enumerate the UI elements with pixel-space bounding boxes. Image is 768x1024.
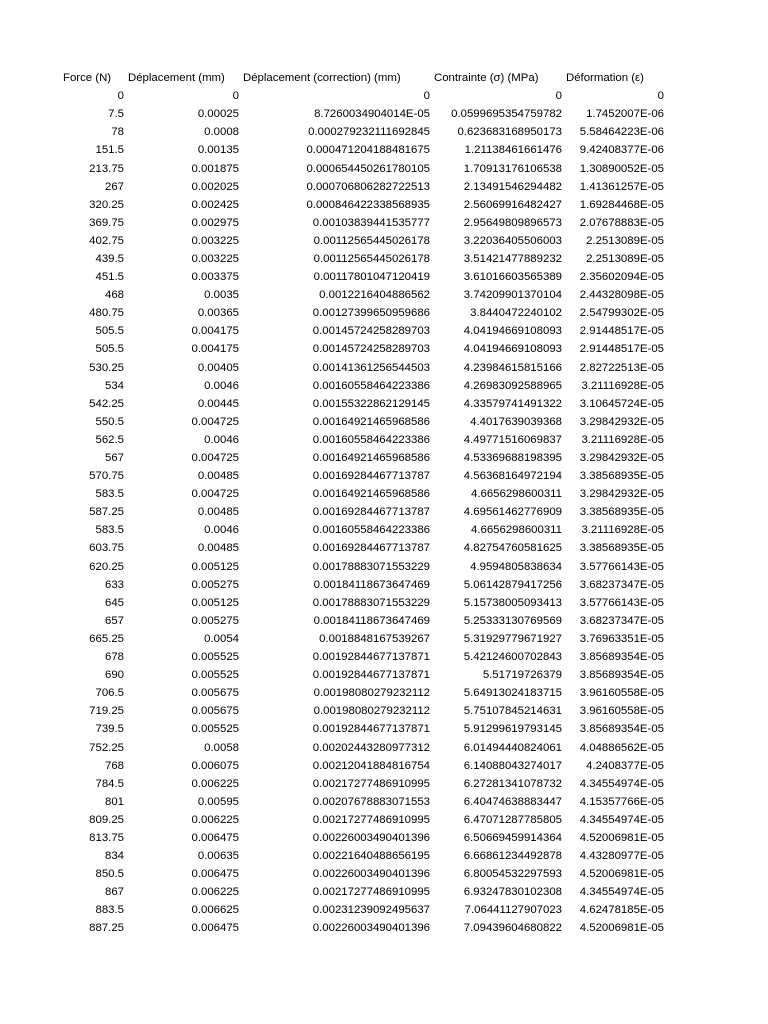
table-row [0, 738, 666, 756]
cell-force[interactable]: 583.5 [95, 524, 124, 537]
cell-stress[interactable]: 4.6656298600311 [470, 488, 562, 501]
cell-stress[interactable]: 6.47071287785805 [463, 813, 562, 826]
header-stress[interactable]: Contrainte (σ) (MPa) [434, 72, 539, 85]
table-row [0, 286, 666, 304]
table-row [0, 757, 666, 775]
cell-displacement-corrected[interactable]: 0.00145724258289703 [312, 325, 430, 338]
cell-displacement[interactable]: 0.004175 [191, 343, 239, 356]
table-row [0, 395, 666, 413]
cell-strain[interactable]: 1.41361257E-05 [579, 180, 664, 193]
cell-strain[interactable]: 2.91448517E-05 [579, 325, 664, 338]
cell-stress[interactable]: 4.49771516069837 [463, 433, 562, 446]
cell-displacement[interactable]: 0.004175 [191, 325, 239, 338]
cell-stress[interactable]: 5.51719726379 [482, 669, 562, 682]
cell-strain[interactable]: 3.68237347E-05 [579, 578, 664, 591]
cell-stress[interactable]: 6.27281341078732 [463, 777, 562, 790]
cell-force[interactable]: 530.25 [89, 361, 124, 374]
cell-displacement-corrected[interactable]: 0.00103839441535777 [312, 216, 430, 229]
cell-strain[interactable]: 1.7452007E-06 [586, 108, 664, 121]
cell-strain[interactable]: 3.85689354E-05 [579, 669, 664, 682]
cell-strain[interactable]: 3.38568935E-05 [579, 542, 664, 555]
cell-force[interactable]: 550.5 [95, 415, 124, 428]
table-row [0, 684, 666, 702]
cell-strain[interactable]: 2.2513089E-05 [586, 252, 664, 265]
cell-strain[interactable]: 9.42408377E-06 [579, 144, 664, 157]
cell-displacement-corrected[interactable]: 0.0018848167539267 [319, 632, 430, 645]
cell-displacement[interactable]: 0.003225 [191, 252, 239, 265]
cell-displacement[interactable]: 0.004725 [191, 452, 239, 465]
table-row [0, 105, 666, 123]
cell-force[interactable]: 505.5 [95, 343, 124, 356]
cell-strain[interactable]: 3.21116928E-05 [581, 379, 664, 392]
cell-displacement[interactable]: 0.006075 [191, 759, 239, 772]
cell-strain[interactable]: 2.44328098E-05 [579, 289, 664, 302]
cell-force[interactable]: 752.25 [89, 741, 124, 754]
cell-stress[interactable]: 4.26983092588965 [463, 379, 562, 392]
cell-displacement-corrected[interactable]: 0.00169284467713787 [312, 470, 430, 483]
cell-force[interactable]: 784.5 [95, 777, 124, 790]
cell-displacement[interactable]: 0.005275 [191, 578, 239, 591]
cell-stress[interactable]: 4.56368164972194 [463, 470, 562, 483]
table-row [0, 141, 666, 159]
cell-displacement[interactable]: 0.002025 [191, 180, 239, 193]
cell-displacement[interactable]: 0.005275 [191, 614, 239, 627]
cell-displacement[interactable]: 0.0058 [204, 741, 239, 754]
table-row [0, 648, 666, 666]
cell-strain[interactable]: 2.54799302E-05 [579, 307, 664, 320]
cell-force[interactable]: 768 [104, 759, 124, 772]
header-strain[interactable]: Déformation (ε) [566, 72, 644, 85]
cell-stress[interactable]: 6.01494440824061 [463, 741, 562, 754]
cell-strain[interactable]: 3.68237347E-05 [579, 614, 664, 627]
cell-stress[interactable]: 3.61016603565389 [463, 271, 562, 284]
cell-displacement[interactable]: 0.005675 [191, 705, 239, 718]
cell-stress[interactable]: 4.69561462776909 [463, 506, 562, 519]
cell-strain[interactable]: 1.69284468E-05 [579, 198, 664, 211]
cell-stress[interactable]: 5.31929779671927 [463, 632, 562, 645]
table-row [0, 865, 666, 883]
cell-force[interactable]: 813.75 [89, 831, 124, 844]
cell-force[interactable]: 151.5 [95, 144, 124, 157]
cell-displacement[interactable]: 0.005675 [191, 687, 239, 700]
cell-displacement[interactable]: 0.0046 [204, 379, 239, 392]
cell-displacement-corrected[interactable]: 0.00202443280977312 [312, 741, 430, 754]
cell-force[interactable]: 801 [104, 795, 124, 808]
table-row [0, 793, 666, 811]
cell-displacement[interactable]: 0.00025 [197, 108, 239, 121]
cell-strain[interactable]: 3.96160558E-05 [579, 705, 664, 718]
cell-force[interactable]: 678 [104, 651, 124, 664]
cell-displacement[interactable]: 0.006475 [191, 922, 239, 935]
cell-stress[interactable]: 2.95649809896573 [463, 216, 562, 229]
table-row [0, 377, 666, 395]
table-row [0, 919, 666, 937]
table-row [0, 702, 666, 720]
cell-displacement-corrected[interactable]: 0.00112565445026178 [313, 252, 430, 265]
cell-force[interactable]: 505.5 [95, 325, 124, 338]
cell-stress[interactable]: 4.6656298600311 [470, 524, 562, 537]
table-row [0, 883, 666, 901]
cell-force[interactable]: 7.5 [108, 108, 124, 121]
cell-displacement-corrected[interactable]: 0.00198080279232112 [313, 705, 430, 718]
cell-force[interactable]: 534 [104, 379, 124, 392]
cell-force[interactable]: 690 [104, 669, 124, 682]
cell-force[interactable]: 645 [104, 596, 124, 609]
table-row [0, 304, 666, 322]
cell-strain[interactable]: 3.96160558E-05 [579, 687, 664, 700]
cell-displacement-corrected[interactable]: 0.00226003490401396 [312, 868, 430, 881]
cell-displacement-corrected[interactable]: 0.00217277486910995 [312, 813, 430, 826]
cell-stress[interactable]: 4.4017639039368 [470, 415, 562, 428]
cell-displacement-corrected[interactable]: 0.00226003490401396 [312, 922, 430, 935]
cell-force[interactable]: 369.75 [89, 216, 124, 229]
cell-strain[interactable]: 3.29842932E-05 [579, 488, 664, 501]
cell-force[interactable]: 587.25 [89, 506, 124, 519]
cell-displacement-corrected[interactable]: 0.00164921465968586 [312, 488, 430, 501]
cell-stress[interactable]: 6.80054532297593 [463, 868, 562, 881]
cell-strain[interactable]: 3.85689354E-05 [579, 723, 664, 736]
cell-force[interactable]: 468 [104, 289, 124, 302]
cell-strain[interactable]: 4.15357766E-05 [579, 795, 664, 808]
cell-strain[interactable]: 5.58464223E-06 [579, 126, 664, 139]
cell-strain[interactable]: 4.2408377E-05 [586, 759, 664, 772]
table-row [0, 431, 666, 449]
cell-displacement-corrected[interactable]: 0.00164921465968586 [312, 452, 430, 465]
cell-displacement-corrected[interactable]: 0.00160558464223386 [312, 379, 430, 392]
table-row [0, 214, 666, 232]
cell-displacement[interactable]: 0.006625 [191, 904, 239, 917]
cell-strain[interactable]: 1.30890052E-05 [579, 162, 664, 175]
table-row [0, 612, 666, 630]
cell-stress[interactable]: 5.15738005093413 [463, 596, 562, 609]
cell-displacement[interactable]: 0.0046 [204, 433, 239, 446]
cell-displacement[interactable]: 0.004725 [191, 415, 239, 428]
cell-strain[interactable]: 3.38568935E-05 [579, 506, 664, 519]
table-row [0, 539, 666, 557]
cell-displacement-corrected[interactable]: 0.000471204188481675 [306, 144, 430, 157]
cell-strain[interactable]: 4.34554974E-05 [579, 777, 664, 790]
cell-stress[interactable]: 7.09439604680822 [463, 922, 562, 935]
cell-force[interactable]: 620.25 [89, 560, 124, 573]
table-row [0, 666, 666, 684]
cell-force[interactable]: 542.25 [89, 397, 124, 410]
cell-strain[interactable]: 4.34554974E-05 [579, 813, 664, 826]
cell-displacement-corrected[interactable]: 0.000654450261780105 [306, 162, 430, 175]
table-row [0, 829, 666, 847]
table-row [0, 901, 666, 919]
cell-displacement-corrected[interactable]: 0.00178883071553229 [312, 560, 430, 573]
cell-force[interactable]: 719.25 [89, 705, 124, 718]
table-body [0, 87, 666, 937]
cell-displacement[interactable]: 0.00405 [197, 361, 239, 374]
cell-displacement-corrected[interactable]: 0.00164921465968586 [312, 415, 430, 428]
table-row [0, 576, 666, 594]
cell-force[interactable]: 867 [104, 886, 124, 899]
cell-force[interactable]: 570.75 [89, 470, 124, 483]
header-row [0, 69, 666, 87]
cell-displacement-corrected[interactable]: 0 [423, 90, 430, 103]
cell-force[interactable]: 603.75 [89, 542, 124, 555]
cell-strain[interactable]: 3.29842932E-05 [579, 415, 664, 428]
cell-strain[interactable]: 2.82722513E-05 [579, 361, 664, 374]
cell-displacement-corrected[interactable]: 0.00192844677137871 [312, 651, 430, 664]
cell-displacement-corrected[interactable]: 0.00141361256544503 [312, 361, 430, 374]
header-displacement-corrected[interactable]: Déplacement (correction) (mm) [243, 72, 401, 85]
table-row [0, 232, 666, 250]
cell-force[interactable]: 562.5 [95, 433, 124, 446]
cell-stress[interactable]: 2.56069916482427 [463, 198, 562, 211]
cell-displacement-corrected[interactable]: 0.00169284467713787 [312, 506, 430, 519]
cell-displacement-corrected[interactable]: 0.000846422338568935 [306, 198, 430, 211]
cell-displacement-corrected[interactable]: 0.00160558464223386 [312, 433, 430, 446]
cell-displacement[interactable]: 0.006225 [191, 777, 239, 790]
cell-displacement[interactable]: 0.005125 [191, 560, 239, 573]
table-row [0, 521, 666, 539]
cell-force[interactable]: 583.5 [95, 488, 124, 501]
cell-displacement-corrected[interactable]: 0.00184118673647469 [313, 578, 430, 591]
cell-force[interactable]: 665.25 [89, 632, 124, 645]
cell-displacement[interactable]: 0.005125 [191, 596, 239, 609]
table-row [0, 775, 666, 793]
cell-displacement-corrected[interactable]: 0.00226003490401396 [312, 831, 430, 844]
cell-displacement-corrected[interactable]: 8.7260034904014E-05 [314, 108, 430, 121]
cell-displacement-corrected[interactable]: 0.000279232111692845 [308, 126, 430, 139]
cell-displacement[interactable]: 0.005525 [191, 723, 239, 736]
cell-strain[interactable]: 2.91448517E-05 [579, 343, 664, 356]
cell-displacement-corrected[interactable]: 0.00184118673647469 [313, 614, 430, 627]
cell-displacement-corrected[interactable]: 0.00212041884816754 [312, 759, 430, 772]
cell-stress[interactable]: 4.33579741491322 [463, 397, 562, 410]
cell-displacement[interactable]: 0.005525 [191, 651, 239, 664]
cell-strain[interactable]: 4.34554974E-05 [579, 886, 664, 899]
cell-displacement[interactable]: 0.0008 [204, 126, 239, 139]
cell-displacement[interactable]: 0.003375 [191, 271, 239, 284]
cell-strain[interactable]: 2.35602094E-05 [579, 271, 664, 284]
cell-strain[interactable]: 4.52006981E-05 [579, 922, 664, 935]
cell-strain[interactable]: 3.29842932E-05 [579, 452, 664, 465]
cell-stress[interactable]: 6.50669459914364 [463, 831, 562, 844]
cell-stress[interactable]: 0.623683168950173 [457, 126, 562, 139]
table-row [0, 811, 666, 829]
table-row [0, 123, 666, 141]
cell-displacement-corrected[interactable]: 0.00217277486910995 [312, 777, 430, 790]
cell-displacement[interactable]: 0.00485 [197, 542, 239, 555]
cell-force[interactable]: 633 [104, 578, 124, 591]
cell-strain[interactable]: 3.38568935E-05 [579, 470, 664, 483]
cell-displacement[interactable]: 0.00445 [197, 397, 239, 410]
cell-stress[interactable]: 5.75107845214631 [463, 705, 562, 718]
cell-displacement[interactable]: 0.006475 [191, 831, 239, 844]
cell-displacement[interactable]: 0.001875 [191, 162, 239, 175]
cell-displacement-corrected[interactable]: 0.00192844677137871 [312, 669, 430, 682]
cell-displacement-corrected[interactable]: 0.000706806282722513 [306, 180, 430, 193]
cell-stress[interactable]: 3.8440472240102 [470, 307, 562, 320]
cell-displacement[interactable]: 0.003225 [191, 234, 239, 247]
cell-force[interactable]: 451.5 [95, 271, 124, 284]
cell-stress[interactable]: 6.40474638883447 [463, 795, 562, 808]
cell-strain[interactable]: 2.2513089E-05 [586, 234, 664, 247]
cell-force[interactable]: 809.25 [89, 813, 124, 826]
cell-strain[interactable]: 4.52006981E-05 [579, 868, 664, 881]
cell-stress[interactable]: 1.21138461661476 [464, 144, 562, 157]
cell-displacement[interactable]: 0.006225 [191, 886, 239, 899]
cell-force[interactable]: 883.5 [95, 904, 124, 917]
header-displacement[interactable]: Déplacement (mm) [128, 72, 225, 85]
cell-force[interactable]: 887.25 [89, 922, 124, 935]
cell-strain[interactable]: 4.62478185E-05 [579, 904, 664, 917]
cell-displacement-corrected[interactable]: 0.00231239092495637 [312, 904, 430, 917]
cell-strain[interactable]: 3.57766143E-05 [579, 560, 664, 573]
spreadsheet [0, 69, 666, 938]
cell-stress[interactable]: 4.04194669108093 [463, 343, 562, 356]
cell-strain[interactable]: 4.04886562E-05 [579, 741, 664, 754]
cell-stress[interactable]: 5.64913024183715 [463, 687, 562, 700]
cell-stress[interactable]: 3.74209901370104 [463, 289, 562, 302]
cell-displacement[interactable]: 0.004725 [191, 488, 239, 501]
cell-displacement[interactable]: 0.0054 [204, 632, 239, 645]
cell-force[interactable]: 739.5 [95, 723, 124, 736]
cell-stress[interactable]: 4.04194669108093 [463, 325, 562, 338]
header-force[interactable]: Force (N) [63, 72, 112, 85]
table-row [0, 178, 666, 196]
cell-displacement-corrected[interactable]: 0.00178883071553229 [312, 596, 430, 609]
cell-stress[interactable]: 4.9594805838634 [470, 560, 562, 573]
cell-strain[interactable]: 2.07678883E-05 [579, 216, 664, 229]
cell-force[interactable]: 834 [104, 850, 124, 863]
cell-stress[interactable]: 1.70913176106538 [463, 162, 562, 175]
cell-stress[interactable]: 4.23984615815166 [463, 361, 562, 374]
cell-stress[interactable]: 0 [555, 90, 562, 103]
cell-strain[interactable]: 4.43280977E-05 [579, 850, 664, 863]
cell-stress[interactable]: 6.14088043274017 [463, 759, 562, 772]
cell-displacement-corrected[interactable]: 0.0012216404886562 [319, 289, 430, 302]
table-row [0, 340, 666, 358]
cell-displacement-corrected[interactable]: 0.00192844677137871 [312, 723, 430, 736]
cell-force[interactable]: 0 [117, 90, 124, 103]
cell-displacement-corrected[interactable]: 0.00217277486910995 [312, 886, 430, 899]
cell-displacement[interactable]: 0.005525 [191, 669, 239, 682]
cell-force[interactable]: 213.75 [89, 162, 124, 175]
cell-strain[interactable]: 4.52006981E-05 [579, 831, 664, 844]
cell-force[interactable]: 657 [104, 614, 124, 627]
cell-strain[interactable]: 3.21116928E-05 [581, 524, 664, 537]
table-row [0, 250, 666, 268]
cell-displacement[interactable]: 0.006475 [191, 868, 239, 881]
table-row [0, 449, 666, 467]
cell-stress[interactable]: 5.06142879417256 [463, 578, 562, 591]
cell-force[interactable]: 78 [111, 126, 124, 139]
cell-stress[interactable]: 2.13491546294482 [463, 180, 562, 193]
cell-displacement[interactable]: 0 [232, 90, 239, 103]
table-row [0, 720, 666, 738]
table-row [0, 630, 666, 648]
cell-stress[interactable]: 7.06441127907023 [464, 904, 562, 917]
cell-displacement[interactable]: 0.0046 [204, 524, 239, 537]
table-row [0, 196, 666, 214]
cell-displacement[interactable]: 0.00485 [197, 470, 239, 483]
cell-stress[interactable]: 3.22036405506003 [463, 234, 562, 247]
cell-strain[interactable]: 3.21116928E-05 [581, 433, 664, 446]
table-row [0, 413, 666, 431]
cell-displacement[interactable]: 0.006225 [191, 813, 239, 826]
cell-displacement[interactable]: 0.00485 [197, 506, 239, 519]
cell-stress[interactable]: 0.0599695354759782 [451, 108, 562, 121]
cell-force[interactable]: 320.25 [89, 198, 124, 211]
table-row [0, 87, 666, 105]
cell-displacement[interactable]: 0.00135 [197, 144, 239, 157]
cell-force[interactable]: 402.75 [89, 234, 124, 247]
cell-force[interactable]: 850.5 [95, 868, 124, 881]
cell-force[interactable]: 567 [104, 452, 124, 465]
table-row [0, 322, 666, 340]
table-row [0, 359, 666, 377]
cell-stress[interactable]: 5.25333130769569 [463, 614, 562, 627]
cell-stress[interactable]: 5.42124600702843 [463, 651, 562, 664]
cell-force[interactable]: 480.75 [89, 307, 124, 320]
cell-displacement-corrected[interactable]: 0.00160558464223386 [312, 524, 430, 537]
table-row [0, 268, 666, 286]
cell-stress[interactable]: 6.93247830102308 [463, 886, 562, 899]
cell-displacement[interactable]: 0.0035 [204, 289, 239, 302]
cell-displacement-corrected[interactable]: 0.00145724258289703 [312, 343, 430, 356]
cell-displacement-corrected[interactable]: 0.00207678883071553 [312, 795, 430, 808]
cell-stress[interactable]: 3.51421477889232 [463, 252, 562, 265]
cell-stress[interactable]: 5.91299619793145 [463, 723, 562, 736]
cell-displacement[interactable]: 0.00635 [197, 850, 239, 863]
cell-displacement-corrected[interactable]: 0.00112565445026178 [313, 234, 430, 247]
cell-displacement[interactable]: 0.002975 [191, 216, 239, 229]
table-row [0, 485, 666, 503]
table-row [0, 594, 666, 612]
cell-strain[interactable]: 3.10645724E-05 [579, 397, 664, 410]
cell-displacement-corrected[interactable]: 0.00169284467713787 [312, 542, 430, 555]
cell-stress[interactable]: 4.53369688198395 [463, 452, 562, 465]
cell-force[interactable]: 706.5 [95, 687, 124, 700]
cell-force[interactable]: 439.5 [95, 252, 124, 265]
table-row [0, 503, 666, 521]
cell-displacement-corrected[interactable]: 0.00155322862129145 [312, 397, 430, 410]
cell-displacement[interactable]: 0.00365 [197, 307, 239, 320]
table-row [0, 558, 666, 576]
table-row [0, 467, 666, 485]
cell-stress[interactable]: 6.66861234492878 [463, 850, 562, 863]
cell-strain[interactable]: 3.85689354E-05 [579, 651, 664, 664]
cell-displacement-corrected[interactable]: 0.00198080279232112 [313, 687, 430, 700]
cell-strain[interactable]: 3.76963351E-05 [579, 632, 664, 645]
cell-displacement-corrected[interactable]: 0.00117801047120419 [313, 271, 430, 284]
cell-displacement[interactable]: 0.00595 [197, 795, 239, 808]
table-row [0, 847, 666, 865]
cell-displacement[interactable]: 0.002425 [191, 198, 239, 211]
data-table [0, 69, 666, 938]
cell-stress[interactable]: 4.82754760581625 [463, 542, 562, 555]
cell-displacement-corrected[interactable]: 0.00221640488656195 [312, 850, 430, 863]
cell-force[interactable]: 267 [104, 180, 124, 193]
cell-strain[interactable]: 3.57766143E-05 [579, 596, 664, 609]
cell-strain[interactable]: 0 [657, 90, 664, 103]
table-row [0, 159, 666, 177]
cell-displacement-corrected[interactable]: 0.00127399650959686 [312, 307, 430, 320]
